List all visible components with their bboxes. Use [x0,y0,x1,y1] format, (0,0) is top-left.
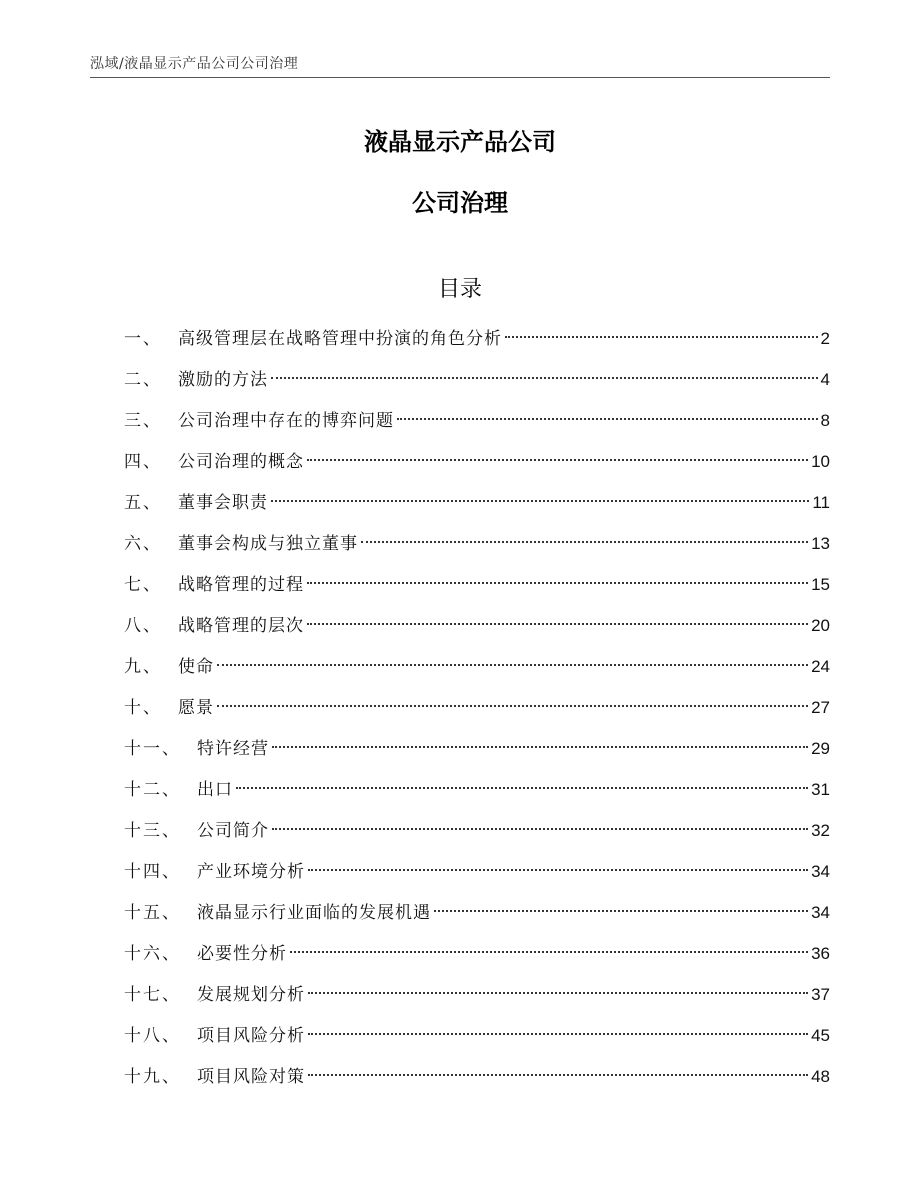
toc-entry[interactable] [124,564,830,605]
toc-entry-label: 出口 [197,780,233,800]
toc-entry-page: 20 [811,616,830,635]
toc-entry[interactable] [124,728,830,769]
toc-dot-leader [308,869,808,871]
toc-entry-number: 二、 [124,370,162,390]
toc-entry[interactable] [124,646,830,687]
toc-entry-label: 项目风险对策 [197,1067,305,1087]
toc-entry-label: 愿景 [178,698,214,718]
toc-entry-page: 11 [812,493,830,512]
toc-dot-leader [308,992,808,994]
toc-entry-page: 32 [811,821,830,840]
toc-entry[interactable] [124,1015,830,1056]
toc-entry[interactable] [124,482,830,523]
toc-entry[interactable] [124,605,830,646]
toc-entry-number: 十六、 [124,944,181,964]
toc-dot-leader [307,623,808,625]
document-title: 液晶显示产品公司 [364,128,556,156]
toc-entry-page: 24 [811,657,830,676]
toc-entry-number: 四、 [124,452,162,472]
toc-entry-page: 36 [811,944,830,963]
toc-entry-number: 五、 [124,493,162,513]
toc-entry-page: 31 [811,780,830,799]
toc-dot-leader [307,459,808,461]
toc-entry[interactable] [124,1056,830,1097]
toc-dot-leader [361,541,808,543]
toc-entry-page: 27 [811,698,830,717]
toc-entry-number: 七、 [124,575,162,595]
toc-dot-leader [308,1033,808,1035]
toc-entry-label: 公司简介 [197,821,269,841]
toc-entry[interactable] [124,851,830,892]
toc-entry-page: 37 [811,985,830,1004]
toc-entry-page: 15 [811,575,830,594]
toc-entry-page: 34 [811,862,830,881]
toc-entry-page: 4 [820,370,830,389]
toc-entry-number: 十二、 [124,780,181,800]
toc-entry-label: 项目风险分析 [197,1026,305,1046]
toc-entry[interactable] [124,400,830,441]
toc-entry-number: 十、 [124,698,162,718]
toc-heading: 目录 [437,277,482,302]
toc-entry-page: 10 [811,452,830,471]
toc-dot-leader [271,500,809,502]
toc-entry-page: 29 [811,739,830,758]
toc-entry-label: 激励的方法 [178,370,268,390]
toc-dot-leader [217,664,808,666]
toc-dot-leader [217,705,808,707]
toc-dot-leader [271,377,818,379]
toc-entry-label: 公司治理中存在的博弈问题 [178,411,394,431]
toc-entry-number: 九、 [124,657,162,677]
toc-dot-leader [290,951,808,953]
toc-entry[interactable] [124,769,830,810]
toc-entry[interactable] [124,892,830,933]
toc-entry-number: 十一、 [124,739,181,759]
toc-entry-label: 发展规划分析 [197,985,305,1005]
toc-entry[interactable] [124,441,830,482]
toc-entry-number: 十四、 [124,862,181,882]
document-subtitle: 公司治理 [412,189,508,217]
toc-entry-number: 八、 [124,616,162,636]
toc-dot-leader [272,828,808,830]
toc-entry-number: 一、 [124,329,162,349]
toc-entry[interactable] [124,523,830,564]
toc-dot-leader [397,418,818,420]
toc-dot-leader [308,1074,808,1076]
toc-entry-label: 液晶显示行业面临的发展机遇 [197,903,431,923]
toc-entry-label: 必要性分析 [197,944,287,964]
toc-entry-label: 高级管理层在战略管理中扮演的角色分析 [178,329,502,349]
toc-dot-leader [434,910,808,912]
table-of-contents [124,318,830,1097]
header-rule [90,77,830,78]
toc-entry-label: 公司治理的概念 [178,452,304,472]
toc-entry-number: 十九、 [124,1067,181,1087]
toc-entry-label: 特许经营 [197,739,269,759]
toc-entry-number: 十三、 [124,821,181,841]
toc-entry-number: 十八、 [124,1026,181,1046]
toc-entry-label: 战略管理的层次 [178,616,304,636]
toc-entry-page: 13 [811,534,830,553]
toc-entry-number: 十七、 [124,985,181,1005]
toc-entry[interactable] [124,359,830,400]
toc-entry[interactable] [124,810,830,851]
toc-entry-number: 十五、 [124,903,181,923]
toc-entry-page: 2 [820,329,830,348]
toc-entry-number: 六、 [124,534,162,554]
toc-entry-page: 48 [811,1067,830,1086]
toc-entry-label: 战略管理的过程 [178,575,304,595]
toc-dot-leader [272,746,808,748]
toc-entry-label: 使命 [178,657,214,677]
toc-entry-label: 董事会职责 [178,493,268,513]
toc-dot-leader [307,582,808,584]
toc-entry[interactable] [124,974,830,1015]
toc-dot-leader [236,787,808,789]
toc-entry[interactable] [124,687,830,728]
toc-entry-label: 董事会构成与独立董事 [178,534,358,554]
toc-entry[interactable] [124,318,830,359]
toc-entry[interactable] [124,933,830,974]
toc-entry-number: 三、 [124,411,162,431]
toc-dot-leader [505,336,818,338]
running-header: 泓域/液晶显示产品公司公司治理 [90,56,299,72]
toc-entry-page: 45 [811,1026,830,1045]
toc-entry-label: 产业环境分析 [197,862,305,882]
toc-entry-page: 8 [820,411,830,430]
toc-entry-page: 34 [811,903,830,922]
